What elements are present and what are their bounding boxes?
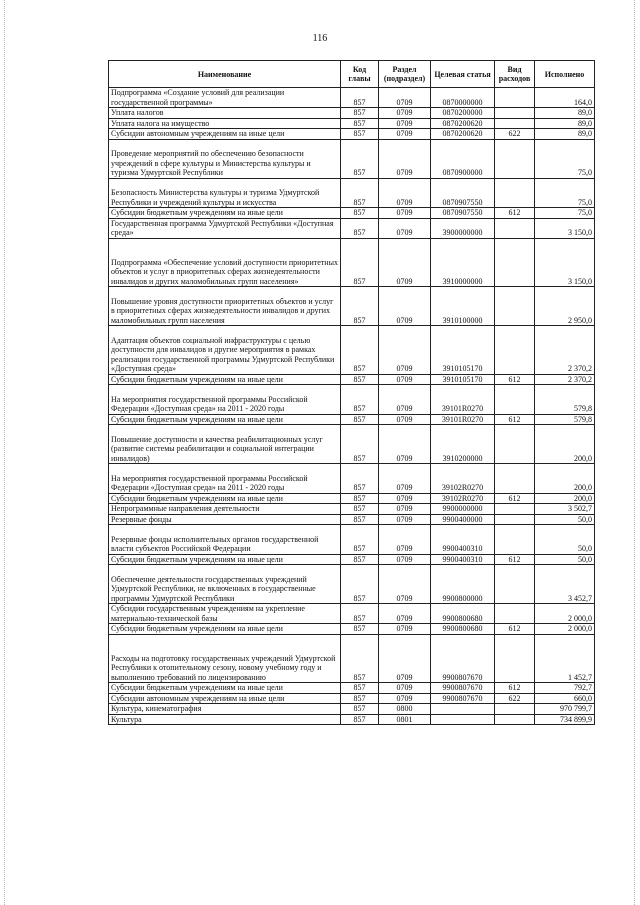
row-article: 9900400000 <box>431 514 495 525</box>
table-row <box>109 704 595 715</box>
row-article: 0870200620 <box>431 118 495 129</box>
row-amount: 2 950,0 <box>535 287 595 326</box>
row-type <box>495 287 535 326</box>
row-amount: 75,0 <box>535 178 595 208</box>
row-type: 612 <box>495 554 535 565</box>
row-chapter: 857 <box>341 414 379 425</box>
row-name: Повышение уровня доступности приоритетных объектов и услуг в приоритетных сферах жизнедеятельности инвалидов и других маломобильных групп населения <box>109 287 341 326</box>
row-name: Безопасность Министерства культуры и туризма Удмуртской Республики и учреждений культуры и искусства <box>109 178 341 208</box>
table-row <box>109 683 595 694</box>
row-article: 39102R0270 <box>431 493 495 504</box>
row-chapter: 857 <box>341 604 379 624</box>
row-amount: 792,7 <box>535 683 595 694</box>
scan-edge-right <box>634 0 636 905</box>
row-name: Субсидии автономным учреждениям на иные цели <box>109 693 341 704</box>
row-article: 9900800680 <box>431 624 495 635</box>
row-article: 0870907550 <box>431 178 495 208</box>
table-row <box>109 604 595 624</box>
row-article: 9900400310 <box>431 554 495 565</box>
row-chapter: 857 <box>341 525 379 555</box>
row-chapter: 857 <box>341 493 379 504</box>
row-article <box>431 704 495 715</box>
table-row <box>109 693 595 704</box>
row-type <box>495 88 535 108</box>
row-article: 3910105170 <box>431 374 495 385</box>
table-row <box>109 326 595 375</box>
row-type: 612 <box>495 624 535 635</box>
table-row <box>109 178 595 208</box>
row-amount: 970 799,7 <box>535 704 595 715</box>
row-chapter: 857 <box>341 634 379 683</box>
row-name: Государственная программа Удмуртской Республики «Доступная среда» <box>109 218 341 238</box>
row-article: 3910105170 <box>431 326 495 375</box>
row-section: 0709 <box>379 374 431 385</box>
row-chapter: 857 <box>341 385 379 415</box>
row-type: 612 <box>495 208 535 219</box>
row-type <box>495 604 535 624</box>
row-amount: 2 000,0 <box>535 624 595 635</box>
row-type <box>495 238 535 287</box>
row-chapter: 857 <box>341 326 379 375</box>
row-amount: 2 000,0 <box>535 604 595 624</box>
row-section: 0709 <box>379 218 431 238</box>
table-row <box>109 493 595 504</box>
row-section: 0709 <box>379 514 431 525</box>
row-section: 0709 <box>379 287 431 326</box>
row-type: 612 <box>495 414 535 425</box>
row-type <box>495 565 535 604</box>
row-name: Субсидии бюджетным учреждениям на иные цели <box>109 683 341 694</box>
row-name: Субсидии бюджетным учреждениям на иные цели <box>109 493 341 504</box>
row-amount: 660,0 <box>535 693 595 704</box>
row-type <box>495 464 535 494</box>
table-row <box>109 565 595 604</box>
table-row <box>109 414 595 425</box>
row-type: 612 <box>495 493 535 504</box>
row-section: 0709 <box>379 504 431 515</box>
row-name: Подпрограмма «Создание условий для реализации государственной программы» <box>109 88 341 108</box>
row-amount: 200,0 <box>535 464 595 494</box>
table-row <box>109 374 595 385</box>
row-name: Расходы на подготовку государственных учреждений Удмуртской Республики к отопительному сезону, новому учебному году и выполнению требований по лицензированию <box>109 634 341 683</box>
row-chapter: 857 <box>341 693 379 704</box>
table-row <box>109 238 595 287</box>
row-article: 39101R0270 <box>431 385 495 415</box>
row-chapter: 857 <box>341 108 379 119</box>
row-amount: 3 452,7 <box>535 565 595 604</box>
row-amount: 164,0 <box>535 88 595 108</box>
row-section: 0709 <box>379 624 431 635</box>
header-name: Наименование <box>109 61 341 88</box>
row-type <box>495 514 535 525</box>
row-article: 39102R0270 <box>431 464 495 494</box>
row-amount: 3 502,7 <box>535 504 595 515</box>
row-name: Субсидии автономным учреждениям на иные цели <box>109 129 341 140</box>
row-section: 0709 <box>379 525 431 555</box>
row-amount: 200,0 <box>535 493 595 504</box>
row-section: 0709 <box>379 464 431 494</box>
row-amount: 734 899,9 <box>535 714 595 725</box>
row-section: 0709 <box>379 108 431 119</box>
row-amount: 579,8 <box>535 385 595 415</box>
row-article: 3910100000 <box>431 287 495 326</box>
table-row <box>109 464 595 494</box>
table-row <box>109 714 595 725</box>
row-chapter: 857 <box>341 504 379 515</box>
row-article: 3910000000 <box>431 238 495 287</box>
table-row <box>109 514 595 525</box>
row-name: Резервные фонды исполнительных органов государственной власти субъектов Российской Федерации <box>109 525 341 555</box>
row-amount: 75,0 <box>535 208 595 219</box>
row-name: Обеспечение деятельности государственных учреждений Удмуртской Республики, не включенных в государственные программы Удмуртской Республики <box>109 565 341 604</box>
row-name: Субсидии бюджетным учреждениям на иные цели <box>109 374 341 385</box>
row-name: Культура, кинематография <box>109 704 341 715</box>
row-chapter: 857 <box>341 88 379 108</box>
row-chapter: 857 <box>341 218 379 238</box>
row-amount: 2 370,2 <box>535 374 595 385</box>
table-row <box>109 624 595 635</box>
row-section: 0709 <box>379 634 431 683</box>
row-type <box>495 714 535 725</box>
row-name: Адаптация объектов социальной инфраструктуры с целью доступности для инвалидов и другие мероприятия в рамках реализации государственной программы Удмуртской Республики «Доступная среда» <box>109 326 341 375</box>
row-amount: 50,0 <box>535 525 595 555</box>
row-article: 9900400310 <box>431 525 495 555</box>
row-amount: 50,0 <box>535 554 595 565</box>
row-section: 0709 <box>379 88 431 108</box>
row-article: 0870907550 <box>431 208 495 219</box>
row-amount: 75,0 <box>535 139 595 178</box>
row-amount: 50,0 <box>535 514 595 525</box>
row-chapter: 857 <box>341 464 379 494</box>
row-chapter: 857 <box>341 624 379 635</box>
row-section: 0709 <box>379 238 431 287</box>
row-section: 0709 <box>379 129 431 140</box>
table-row <box>109 287 595 326</box>
header-amount: Исполнено <box>535 61 595 88</box>
row-chapter: 857 <box>341 554 379 565</box>
table-row <box>109 108 595 119</box>
row-type <box>495 118 535 129</box>
row-type: 612 <box>495 374 535 385</box>
row-amount: 200,0 <box>535 425 595 464</box>
row-name: Уплата налога на имущество <box>109 118 341 129</box>
row-section: 0709 <box>379 139 431 178</box>
header-row <box>109 61 595 88</box>
row-name: На мероприятия государственной программы Российской Федерации «Доступная среда» на 2011 - 2020 годы <box>109 464 341 494</box>
row-type <box>495 634 535 683</box>
row-article: 9900000000 <box>431 504 495 515</box>
row-name: Субсидии государственным учреждениям на укрепление материально-технической базы <box>109 604 341 624</box>
row-amount: 2 370,2 <box>535 326 595 375</box>
row-chapter: 857 <box>341 178 379 208</box>
scan-edge-left <box>4 0 6 905</box>
row-chapter: 857 <box>341 683 379 694</box>
row-name: Повышение доступности и качества реабилитационных услуг (развитие системы реабилитации и социальной интеграции инвалидов) <box>109 425 341 464</box>
row-type: 622 <box>495 693 535 704</box>
row-name: Уплата налогов <box>109 108 341 119</box>
header-chapter: Код главы <box>341 61 379 88</box>
row-name: Резервные фонды <box>109 514 341 525</box>
table-row <box>109 425 595 464</box>
row-article: 9900807670 <box>431 683 495 694</box>
row-type <box>495 385 535 415</box>
row-amount: 3 150,0 <box>535 238 595 287</box>
row-type <box>495 178 535 208</box>
row-type <box>495 139 535 178</box>
row-article: 39101R0270 <box>431 414 495 425</box>
row-section: 0709 <box>379 385 431 415</box>
page-number: 116 <box>312 33 328 44</box>
row-type: 622 <box>495 129 535 140</box>
row-amount: 579,8 <box>535 414 595 425</box>
table-row <box>109 218 595 238</box>
row-chapter: 857 <box>341 129 379 140</box>
row-name: Субсидии бюджетным учреждениям на иные цели <box>109 208 341 219</box>
row-section: 0709 <box>379 326 431 375</box>
row-chapter: 857 <box>341 425 379 464</box>
row-section: 0709 <box>379 414 431 425</box>
row-section: 0709 <box>379 683 431 694</box>
row-chapter: 857 <box>341 714 379 725</box>
row-section: 0709 <box>379 178 431 208</box>
row-section: 0709 <box>379 493 431 504</box>
row-section: 0709 <box>379 425 431 464</box>
table-row <box>109 504 595 515</box>
row-name: Культура <box>109 714 341 725</box>
row-section: 0800 <box>379 704 431 715</box>
table-row <box>109 139 595 178</box>
row-type <box>495 108 535 119</box>
table-row <box>109 118 595 129</box>
header-section: Раздел (подраздел) <box>379 61 431 88</box>
budget-table <box>108 60 595 725</box>
row-chapter: 857 <box>341 139 379 178</box>
row-article: 9900800000 <box>431 565 495 604</box>
row-section: 0709 <box>379 565 431 604</box>
row-chapter: 857 <box>341 208 379 219</box>
row-name: Субсидии бюджетным учреждениям на иные цели <box>109 554 341 565</box>
row-type <box>495 425 535 464</box>
table-row <box>109 634 595 683</box>
row-chapter: 857 <box>341 514 379 525</box>
row-section: 0709 <box>379 118 431 129</box>
row-amount: 3 150,0 <box>535 218 595 238</box>
row-amount: 89,0 <box>535 129 595 140</box>
row-chapter: 857 <box>341 704 379 715</box>
row-section: 0709 <box>379 693 431 704</box>
row-article: 0870000000 <box>431 88 495 108</box>
table-row <box>109 208 595 219</box>
row-amount: 89,0 <box>535 108 595 119</box>
table-row <box>109 129 595 140</box>
row-name: Непрограммные направления деятельности <box>109 504 341 515</box>
row-chapter: 857 <box>341 118 379 129</box>
row-type: 612 <box>495 683 535 694</box>
table-row <box>109 385 595 415</box>
row-type <box>495 326 535 375</box>
row-article: 0870900000 <box>431 139 495 178</box>
row-type <box>495 704 535 715</box>
row-section: 0801 <box>379 714 431 725</box>
row-amount: 89,0 <box>535 118 595 129</box>
row-article <box>431 714 495 725</box>
row-type <box>495 525 535 555</box>
row-chapter: 857 <box>341 565 379 604</box>
row-name: Субсидии бюджетным учреждениям на иные цели <box>109 624 341 635</box>
row-chapter: 857 <box>341 374 379 385</box>
row-section: 0709 <box>379 208 431 219</box>
row-name: На мероприятия государственной программы Российской Федерации «Доступная среда» на 2011 - 2020 годы <box>109 385 341 415</box>
row-amount: 1 452,7 <box>535 634 595 683</box>
header-type: Вид расходов <box>495 61 535 88</box>
row-type <box>495 504 535 515</box>
row-article: 9900800680 <box>431 604 495 624</box>
header-article: Целевая статья <box>431 61 495 88</box>
row-article: 3900000000 <box>431 218 495 238</box>
row-chapter: 857 <box>341 238 379 287</box>
row-article: 0870200000 <box>431 108 495 119</box>
row-chapter: 857 <box>341 287 379 326</box>
row-article: 0870200620 <box>431 129 495 140</box>
table-row <box>109 554 595 565</box>
row-name: Подпрограмма «Обеспечение условий доступности приоритетных объектов и услуг в приоритетных сферах жизнедеятельности инвалидов и других маломобильных групп населения» <box>109 238 341 287</box>
row-article: 9900807670 <box>431 634 495 683</box>
table-row <box>109 525 595 555</box>
row-article: 3910200000 <box>431 425 495 464</box>
table-row <box>109 88 595 108</box>
row-section: 0709 <box>379 604 431 624</box>
row-name: Субсидии бюджетным учреждениям на иные цели <box>109 414 341 425</box>
row-type <box>495 218 535 238</box>
row-section: 0709 <box>379 554 431 565</box>
row-article: 9900807670 <box>431 693 495 704</box>
row-name: Проведение мероприятий по обеспечению безопасности учреждений в сфере культуры и Министерства культуры и туризма Удмуртской Республики <box>109 139 341 178</box>
